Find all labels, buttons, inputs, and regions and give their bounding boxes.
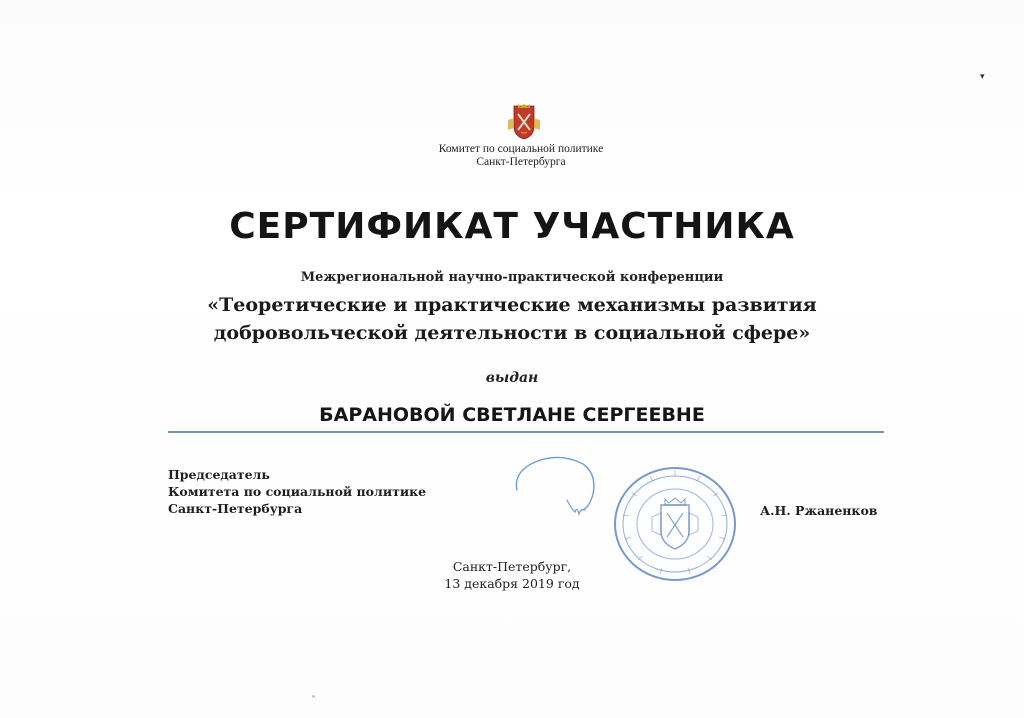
issued-label: выдан xyxy=(485,370,539,386)
recipient-underline xyxy=(168,431,884,433)
issue-date: 13 декабря 2019 год xyxy=(444,576,580,591)
signatory-position xyxy=(168,466,426,517)
signatory-position-line1: Председатель xyxy=(168,467,270,482)
scan-speck: ▾ xyxy=(980,72,985,82)
signatory-name: А.Н. Ржаненков xyxy=(760,503,878,518)
issue-place: Санкт-Петербург, xyxy=(452,559,572,574)
signatory-position-line2: Комитета по социальной политике xyxy=(168,484,427,499)
recipient-name: БАРАНОВОЙ СВЕТЛАНЕ СЕРГЕЕВНЕ xyxy=(319,404,705,426)
conference-title xyxy=(0,291,1024,347)
conference-type: Межрегиональной научно-практической конференции xyxy=(300,270,724,285)
coat-of-arms-icon xyxy=(508,104,540,140)
scan-dot xyxy=(312,695,315,698)
org-name-line2: Санкт-Петербурга xyxy=(476,156,566,168)
official-seal-icon xyxy=(612,465,738,583)
signatory-position-line3: Санкт-Петербурга xyxy=(168,501,303,516)
conference-title-line2: добровольческой деятельности в социальной сфере» xyxy=(213,322,811,344)
certificate-title: СЕРТИФИКАТ УЧАСТНИКА xyxy=(229,206,795,247)
conference-title-line1: «Теоретические и практические механизмы развития xyxy=(207,294,817,316)
issue-place-date xyxy=(437,558,587,592)
handwritten-signature-icon xyxy=(505,450,605,525)
org-name-line1: Комитет по социальной политике xyxy=(438,143,604,155)
